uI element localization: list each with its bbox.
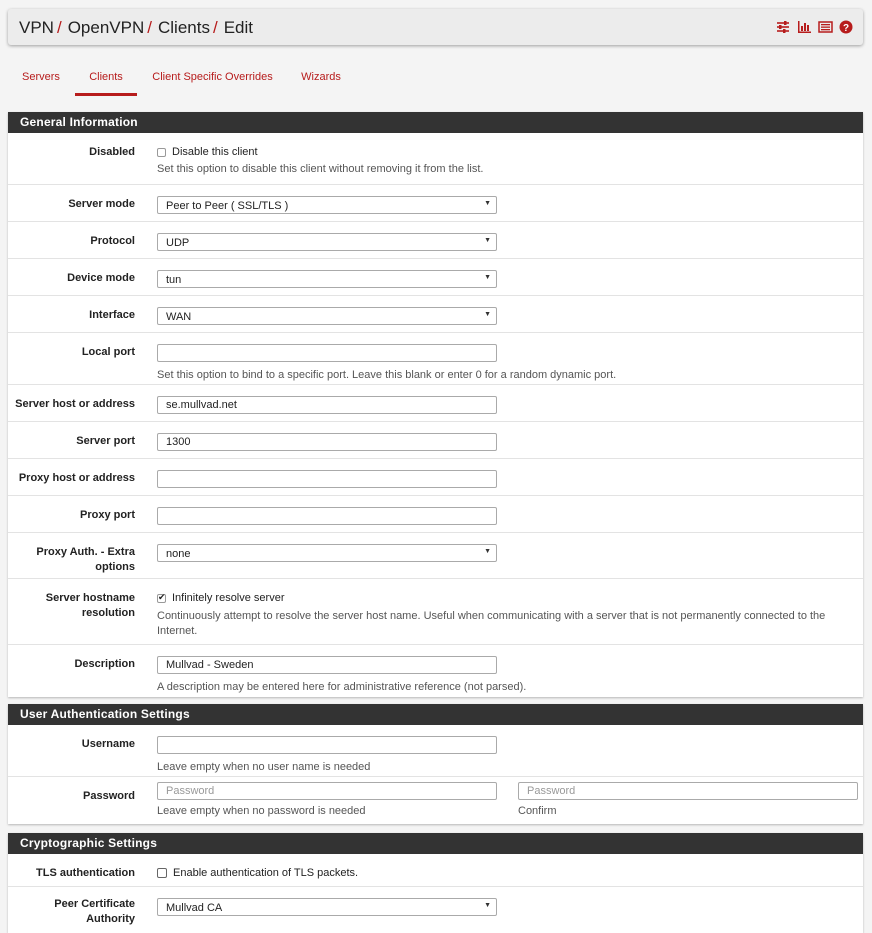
interface-select[interactable] [157, 307, 497, 325]
server-mode-label: Server mode [68, 198, 135, 210]
password-input[interactable] [157, 782, 497, 800]
server-host-input[interactable] [157, 396, 497, 414]
local-port-input[interactable] [157, 344, 497, 362]
proxy-auth-select[interactable] [157, 544, 497, 562]
proxy-port-input[interactable] [157, 507, 497, 525]
hostname-resolution-label-line2: resolution [81, 607, 135, 619]
bar-chart-icon[interactable] [797, 20, 811, 34]
server-mode-row [8, 185, 863, 222]
password-row [8, 777, 863, 824]
hostname-resolution-label-line1: Server hostname [45, 592, 135, 604]
tab-clients[interactable]: Clients [75, 62, 137, 96]
server-host-label: Server host or address [15, 398, 135, 410]
server-port-input[interactable] [157, 433, 497, 451]
help-icon[interactable] [839, 20, 853, 34]
protocol-select[interactable] [157, 233, 497, 251]
peer-ca-value: Mullvad CA [166, 902, 223, 914]
disable-client-checkbox[interactable] [157, 148, 166, 157]
proxy-auth-label-line2: options [95, 561, 135, 573]
server-host-row [8, 385, 863, 422]
username-row [8, 725, 863, 777]
username-input[interactable] [157, 736, 497, 754]
hostname-resolution-label [10, 591, 135, 621]
server-port-label: Server port [76, 435, 135, 447]
sliders-icon[interactable] [776, 20, 790, 34]
panel-title: Cryptographic Settings [8, 833, 863, 854]
hostname-resolution-help-line2: Internet. [157, 625, 198, 637]
device-mode-select[interactable] [157, 270, 497, 288]
protocol-value: UDP [166, 237, 190, 249]
svg-text:?: ? [842, 22, 850, 34]
proxy-auth-value: none [166, 548, 191, 560]
disable-client-checkbox-label[interactable]: Disable this client [172, 146, 258, 158]
server-port-row [8, 422, 863, 459]
hostname-resolution-help [157, 609, 847, 639]
password-confirm-help: Confirm [518, 805, 557, 817]
peer-ca-label [10, 897, 135, 927]
password-help: Leave empty when no password is needed [157, 805, 366, 817]
breadcrumb-clients[interactable]: Clients [157, 18, 210, 37]
caret-down-icon: ▼ [484, 902, 491, 909]
page-header [8, 9, 863, 45]
password-label: Password [83, 790, 135, 802]
infinitely-resolve-checkbox-label[interactable]: Infinitely resolve server [172, 592, 285, 604]
log-list-icon[interactable] [818, 20, 832, 34]
server-mode-value: Peer to Peer ( SSL/TLS ) [166, 200, 289, 212]
breadcrumb-separator: / [212, 18, 218, 37]
username-label: Username [81, 738, 135, 750]
caret-down-icon: ▼ [484, 548, 491, 555]
tab-wizards[interactable]: Wizards [301, 71, 341, 83]
description-row [8, 645, 863, 697]
tab-client-specific-overrides[interactable]: Client Specific Overrides [152, 71, 273, 83]
caret-down-icon: ▼ [484, 274, 491, 281]
peer-ca-label-line2: Authority [86, 913, 135, 925]
hostname-resolution-help-line1: Continuously attempt to resolve the server host name. Useful when communicating with a server that is not permanently connected to the [157, 610, 826, 622]
tab-servers[interactable]: Servers [22, 71, 60, 83]
proxy-auth-label-line1: Proxy Auth. - Extra [36, 546, 135, 558]
description-help: A description may be entered here for administrative reference (not parsed). [157, 681, 527, 693]
description-input[interactable] [157, 656, 497, 674]
local-port-label: Local port [81, 346, 135, 358]
device-mode-row [8, 259, 863, 296]
proxy-host-label: Proxy host or address [18, 472, 135, 484]
proxy-port-label: Proxy port [79, 509, 135, 521]
hostname-resolution-row [8, 579, 863, 645]
proxy-port-row [8, 496, 863, 533]
username-help: Leave empty when no user name is needed [157, 761, 371, 773]
disabled-help: Set this option to disable this client without removing it from the list. [157, 163, 484, 175]
disabled-label: Disabled [89, 146, 135, 158]
tls-auth-checkbox-label[interactable]: Enable authentication of TLS packets. [173, 867, 359, 879]
proxy-auth-label [10, 545, 135, 575]
device-mode-label: Device mode [67, 272, 135, 284]
caret-down-icon: ▼ [484, 200, 491, 207]
breadcrumb-vpn[interactable]: VPN [19, 18, 54, 37]
interface-row [8, 296, 863, 333]
user-auth-panel [8, 704, 863, 824]
proxy-auth-row [8, 533, 863, 579]
server-mode-select[interactable] [157, 196, 497, 214]
protocol-label: Protocol [90, 235, 135, 247]
proxy-host-input[interactable] [157, 470, 497, 488]
peer-ca-row [8, 887, 863, 933]
breadcrumb-separator: / [56, 18, 62, 37]
panel-title: General Information [8, 112, 863, 133]
cryptographic-settings-panel [8, 833, 863, 933]
interface-label: Interface [89, 309, 135, 321]
caret-down-icon: ▼ [484, 237, 491, 244]
proxy-host-row [8, 459, 863, 496]
disabled-row [8, 133, 863, 185]
caret-down-icon: ▼ [484, 311, 491, 318]
interface-value: WAN [166, 311, 192, 323]
peer-ca-select[interactable] [157, 898, 497, 916]
infinitely-resolve-checkbox[interactable] [157, 594, 166, 603]
breadcrumb-openvpn[interactable]: OpenVPN [67, 18, 145, 37]
tls-auth-label: TLS authentication [36, 867, 135, 879]
tls-auth-checkbox[interactable] [157, 868, 167, 878]
description-label: Description [74, 658, 135, 670]
breadcrumb [19, 18, 253, 38]
breadcrumb-separator: / [147, 18, 152, 37]
device-mode-value: tun [166, 274, 182, 286]
panel-title: User Authentication Settings [8, 704, 863, 725]
general-information-panel [8, 112, 863, 697]
tls-auth-row [8, 854, 863, 887]
local-port-row [8, 333, 863, 385]
password-confirm-input[interactable] [518, 782, 858, 800]
protocol-row [8, 222, 863, 259]
breadcrumb-edit: Edit [223, 18, 253, 37]
local-port-help: Set this option to bind to a specific port. Leave this blank or enter 0 for a random dynamic port. [157, 369, 617, 381]
peer-ca-label-line1: Peer Certificate [54, 898, 135, 910]
